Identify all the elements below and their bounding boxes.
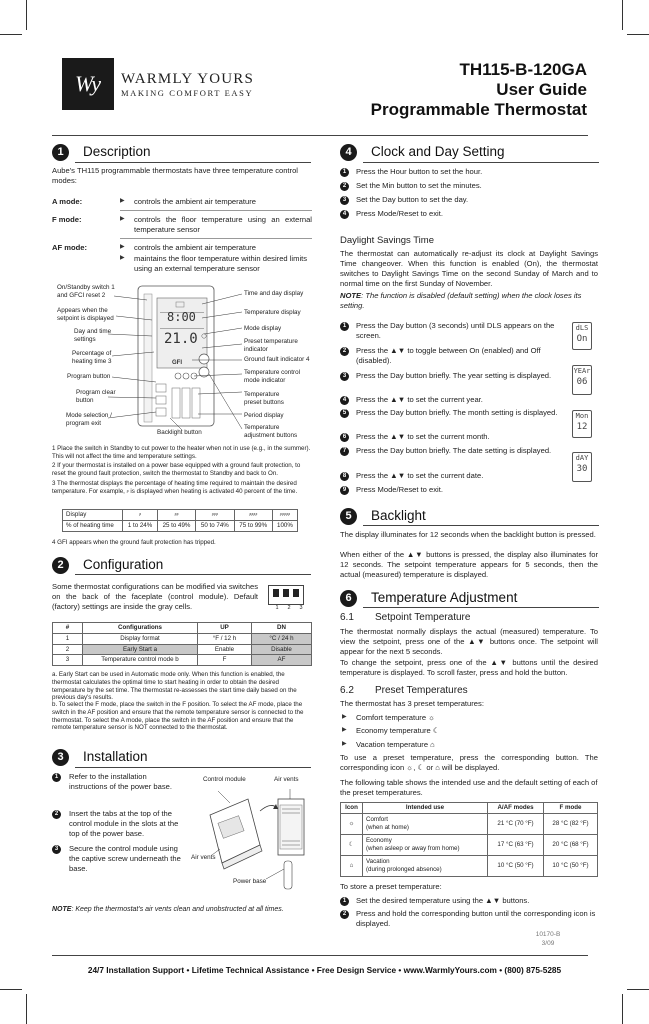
step-number: 9 — [340, 486, 349, 495]
step-number: 3 — [340, 196, 349, 205]
diagram-label: Backlight button — [157, 429, 202, 436]
clock-step: Press Mode/Reset to exit. — [356, 209, 443, 218]
comfort-icon: ☼ — [341, 813, 363, 834]
install-label: Air vents — [191, 854, 216, 861]
install-step: Refer to the installation instructions of the power base. — [69, 772, 172, 791]
step-number: 4 — [340, 396, 349, 405]
section-title: Installation — [83, 749, 148, 764]
install-note — [52, 905, 317, 914]
footnote: 3 The thermostat displays the percentage of heating time required to maintain the desired temperature. For example, ⸗ is displayed when heating is activated 40 percent of the time. — [52, 480, 298, 495]
crop-mark — [0, 34, 22, 35]
diagram-label: Temperature preset buttons — [244, 391, 284, 406]
step-number: 3 — [52, 845, 61, 854]
dst-note — [340, 291, 598, 311]
brand-name: WARMLY YOURS — [121, 71, 255, 87]
table-cell: Display format — [83, 633, 198, 644]
arrow-bullet-icon: ▶ — [120, 198, 125, 204]
backlight-text: The display illuminates for 12 seconds when the backlight button is pressed. — [340, 530, 596, 539]
table-cell-default: Disable — [252, 644, 312, 655]
table-cell: 100% — [272, 520, 297, 531]
section-rule — [363, 525, 599, 526]
table-cell: ⸗⸗ — [157, 510, 195, 521]
table-cell: °F / 12 h — [198, 633, 252, 644]
model-title: TH115-B-120GA — [459, 60, 587, 79]
configuration-intro: Some thermostat configurations can be modified via switches on the back of the faceplate (control module). Default (factory) settings are inside the gray cells. — [52, 582, 258, 611]
section-rule — [75, 162, 311, 163]
table-row — [53, 633, 312, 644]
table-header: Icon — [341, 803, 363, 814]
table-row — [53, 655, 312, 666]
install-step: Insert the tabs at the top of the control module in the slots at the top of the power base. — [69, 809, 179, 838]
thermostat-side-panel — [144, 294, 152, 422]
subsection-number: 6.1 — [340, 612, 354, 623]
table-cell — [363, 834, 488, 855]
dst-text: The thermostat can automatically re-adjust its clock at Daylight Savings Time changeover. When this function is enabled (On), the thermostat switches to Daylight Savings Time on the second Sunday of March and to normal time on the first Sunday of November. — [340, 249, 598, 288]
doc-title: User Guide — [496, 80, 587, 99]
lcd-preview-value: 12 — [576, 422, 588, 432]
lcd-preview-label: dAY — [575, 454, 589, 462]
use-detail: (when at home) — [366, 823, 409, 831]
lcd-preview-value: 30 — [576, 464, 588, 474]
diagram-label: Preset temperature indicator — [244, 338, 298, 353]
section-number: 2 — [52, 557, 69, 574]
section-rule — [75, 767, 311, 768]
mode-item: controls the floor temperature using an external temperature sensor — [134, 215, 312, 234]
mode-item: maintains the floor temperature within desired limits using an external temperature sensor — [134, 254, 308, 273]
table-cell: 75 to 99% — [234, 520, 272, 531]
mode-label: A mode: — [52, 197, 83, 206]
table-cell-default: AF — [252, 655, 312, 666]
table-cell: 2 — [53, 644, 83, 655]
install-label: Power base — [233, 878, 267, 885]
heating-time-table — [62, 509, 298, 532]
switch-label: 3 — [299, 605, 303, 611]
diagram-label: Period display — [244, 412, 284, 419]
crop-mark — [26, 0, 27, 30]
brand-logo — [62, 58, 114, 110]
doc-date: 3/09 — [541, 940, 555, 947]
footer-divider — [52, 955, 588, 956]
section-title: Clock and Day Setting — [371, 144, 505, 159]
section-number: 1 — [52, 144, 69, 161]
section-rule — [363, 162, 599, 163]
subsection-number: 6.2 — [340, 685, 354, 696]
arrow-bullet-icon: ▶ — [120, 244, 125, 250]
arrow-bullet-icon: ▶ — [120, 216, 125, 222]
table-cell: ⸗⸗⸗ — [196, 510, 234, 521]
section-title: Description — [83, 144, 151, 159]
footer-contact: 24/7 Installation Support • Lifetime Technical Assistance • Free Design Service • www.WarmlyYours.com • (800) 875-5285 — [87, 965, 562, 975]
table-row — [341, 834, 598, 855]
table-cell: Enable — [198, 644, 252, 655]
config-note: a. Early Start can be used in Automatic mode only. When this function is enabled, the thermostat calculates the optimal time to start heating in order to obtain the desired temperature by the set time. The thermostat re-assesses the start time daily based on the previous day's results. — [52, 671, 297, 702]
doc-subtitle: Programmable Thermostat — [370, 100, 587, 119]
table-row-label: Display — [63, 510, 123, 521]
crop-mark — [622, 0, 623, 30]
step-number: 1 — [340, 897, 349, 906]
backlight-text: When either of the ▲▼ buttons is pressed, the display also illuminates for 12 seconds. The setpoint temperature appears for 5 seconds, then the actual (measured) temperature is displayed. — [340, 550, 598, 579]
footnote: 2 If your thermostat is installed on a power base equipped with a ground fault protection, to reset the ground fault protection, switch the thermostat to Standby and back to On. — [52, 462, 301, 477]
mode-label: F mode: — [52, 215, 82, 224]
lcd-gfi-readout: GFI — [172, 360, 182, 366]
step-number: 4 — [340, 210, 349, 219]
table-cell-default: °C / 24 h — [252, 633, 312, 644]
step-number: 2 — [340, 910, 349, 919]
preset-item: Vacation temperature ⌂ — [356, 740, 435, 749]
table-cell: 21 °C (70 °F) — [488, 813, 544, 834]
table-cell — [363, 855, 488, 876]
lcd-preview-value: 06 — [576, 377, 588, 387]
table-cell: 1 to 24% — [123, 520, 158, 531]
diagram-label: Appears when the setpoint is displayed — [57, 307, 114, 322]
preset-item: Comfort temperature ☼ — [356, 713, 436, 722]
store-intro: To store a preset temperature: — [340, 882, 442, 891]
diagram-label: Mode display — [244, 325, 282, 332]
clock-step: Set the Min button to set the minutes. — [356, 181, 482, 190]
dst-heading: Daylight Savings Time — [340, 235, 434, 246]
store-step: Set the desired temperature using the ▲▼ buttons. — [356, 896, 530, 905]
use-title: Comfort — [366, 816, 389, 823]
dst-step: Press the ▲▼ to set the current date. — [356, 471, 484, 480]
preset-text: To use a preset temperature, press the corresponding button. The corresponding icon ☼, ☾ or ⌂ will be displayed. — [340, 753, 598, 772]
temp-up-button — [199, 354, 209, 364]
table-row — [53, 644, 312, 655]
diagram-label: Time and day display — [244, 290, 304, 297]
table-cell: 28 °C (82 °F) — [544, 813, 598, 834]
table-header: DN — [252, 623, 312, 634]
table-cell: ⸗⸗⸗⸗⸗ — [272, 510, 297, 521]
lcd-preview-label: dLS — [575, 324, 589, 332]
lcd-preview-label: YEAr — [573, 367, 591, 375]
step-number: 3 — [340, 372, 349, 381]
section-title: Configuration — [83, 557, 164, 572]
section-number: 3 — [52, 749, 69, 766]
step-number: 1 — [52, 773, 61, 782]
table-header: # — [53, 623, 83, 634]
step-number: 2 — [52, 810, 61, 819]
table-cell: 1 — [53, 633, 83, 644]
diagram-label: Ground fault indicator 4 — [244, 356, 310, 363]
diagram-label: Program clear button — [76, 389, 116, 404]
brand-tagline: MAKING COMFORT EASY — [121, 88, 254, 98]
installation-diagram — [190, 785, 314, 905]
table-cell: 3 — [53, 655, 83, 666]
arrow-bullet-icon: ▶ — [120, 255, 125, 261]
install-step: Secure the control module using the captive screw underneath the base. — [69, 844, 181, 873]
arrow-bullet-icon: ▶ — [342, 741, 347, 747]
section-rule — [363, 607, 599, 608]
mode-label: AF mode: — [52, 243, 88, 252]
preset-intro: The thermostat has 3 preset temperatures: — [340, 699, 484, 708]
doc-code: 10170-B — [535, 931, 561, 938]
dst-step: Press the ▲▼ to toggle between On (enabled) and Off (disabled). — [356, 346, 541, 365]
arrow-bullet-icon: ▶ — [342, 727, 347, 733]
section-title: Backlight — [371, 508, 426, 523]
table-cell: 50 to 74% — [196, 520, 234, 531]
section-number: 5 — [340, 508, 357, 525]
section-number: 6 — [340, 590, 357, 607]
preset-text: The following table shows the intended use and the default setting of each of the preset temperatures. — [340, 778, 598, 797]
switch-label: 1 — [275, 605, 279, 611]
preset-item: Economy temperature ☾ — [356, 726, 440, 735]
preset-table — [340, 802, 598, 877]
table-header: F mode — [544, 803, 598, 814]
lcd-preview — [572, 322, 592, 350]
dst-step: Press Mode/Reset to exit. — [356, 485, 443, 494]
dip-switch-icon — [268, 585, 304, 605]
step-number: 6 — [340, 433, 349, 442]
configuration-table — [52, 622, 312, 666]
table-cell: 10 °C (50 °F) — [544, 855, 598, 876]
table-cell: 10 °C (50 °F) — [488, 855, 544, 876]
diagram-label: Temperature adjustment buttons — [244, 424, 298, 439]
clock-step: Press the Hour button to set the hour. — [356, 167, 483, 176]
dst-step: Press the Day button briefly. The date setting is displayed. — [356, 446, 552, 455]
subsection-title: Setpoint Temperature — [375, 612, 471, 623]
dst-step: Press the ▲▼ to set the current year. — [356, 395, 483, 404]
table-cell: ⸗ — [123, 510, 158, 521]
diagram-label: Temperature control mode indicator — [244, 369, 300, 384]
table-cell: 20 °C (68 °F) — [544, 834, 598, 855]
table-header: Intended use — [363, 803, 488, 814]
arrow-bullet-icon: ▶ — [342, 714, 347, 720]
header-divider — [52, 135, 588, 136]
table-cell: 17 °C (63 °F) — [488, 834, 544, 855]
dst-step: Press the Day button briefly. The year setting is displayed. — [356, 371, 552, 380]
dip-switch-labels — [271, 605, 307, 612]
table-row — [341, 813, 598, 834]
lcd-time-readout: 8:00 — [167, 310, 196, 324]
table-header: UP — [198, 623, 252, 634]
setpoint-text: The thermostat normally displays the actual (measured) temperature. To view the setpoint, press one of the ▲▼ buttons once. The setpoint will appear for the next 5 seconds. — [340, 627, 598, 656]
subsection-title: Preset Temperatures — [375, 685, 468, 696]
table-header: Configurations — [83, 623, 198, 634]
dst-step: Press the Day button (3 seconds) until DLS appears on the screen. — [356, 321, 555, 340]
table-row-label: % of heating time — [63, 520, 123, 531]
footnote: 4 GFI appears when the ground fault protection has tripped. — [52, 539, 216, 546]
description-intro: Aube's TH115 programmable thermostats have three temperature control modes: — [52, 166, 298, 185]
diagram-label: Temperature display — [244, 309, 301, 316]
use-detail: (when asleep or away from home) — [366, 844, 460, 852]
lcd-temp-readout: 21.0 — [164, 331, 198, 347]
mode-item: controls the ambient air temperature — [134, 197, 256, 206]
store-step: Press and hold the corresponding button until the corresponding icon is displayed. — [356, 909, 596, 928]
diagram-label: Percentage of heating time 3 — [72, 350, 112, 365]
lcd-preview — [572, 410, 592, 438]
crop-mark — [627, 989, 649, 990]
dst-step: Press the ▲▼ to set the current month. — [356, 432, 490, 441]
diagram-label: On/Standby switch 1 and GFCI reset 2 — [57, 284, 115, 299]
crop-mark — [627, 34, 649, 35]
table-cell — [363, 813, 488, 834]
logo-mark: Wy — [74, 71, 102, 97]
switch-label: 2 — [287, 605, 291, 611]
table-header: A/AF modes — [488, 803, 544, 814]
table-cell: F — [198, 655, 252, 666]
step-number: 7 — [340, 447, 349, 456]
note-label: NOTE — [340, 291, 362, 300]
crop-mark — [26, 994, 27, 1024]
lcd-preview-label: Mon — [575, 412, 589, 420]
config-note: b. To select the F mode, place the switch in the F position. To select the AF mode, place the switch in the AF position and ensure that the remote temperature sensor is connected to the thermostat. To select the A mode, place the switch in the AF position and ensure that the remote temperature sensor is NOT connected to the thermostat. — [52, 701, 304, 732]
table-cell: Early Start a — [83, 644, 198, 655]
step-number: 1 — [340, 168, 349, 177]
table-cell: ⸗⸗⸗⸗ — [234, 510, 272, 521]
use-title: Vacation — [366, 858, 390, 865]
section-title: Temperature Adjustment — [371, 590, 518, 605]
install-label: Control module — [203, 776, 246, 783]
note-text: : Keep the thermostat's air vents clean and unobstructed at all times. — [71, 906, 284, 913]
note-text: : The function is disabled (default setting) when the clock loses its setting. — [340, 291, 582, 310]
step-number: 5 — [340, 409, 349, 418]
vacation-icon: ⌂ — [341, 855, 363, 876]
economy-icon: ☾ — [341, 834, 363, 855]
install-label: Air vents — [274, 776, 299, 783]
diagram-label: Mode selection / program exit — [66, 412, 112, 427]
step-number: 1 — [340, 322, 349, 331]
diagram-label: Program button — [67, 373, 111, 380]
dst-step: Press the Day button briefly. The month setting is displayed. — [356, 408, 558, 417]
lcd-preview — [572, 365, 592, 395]
setpoint-text: To change the setpoint, press one of the ▲▼ buttons until the desired temperature is displayed. To scroll faster, press and hold the button. — [340, 658, 598, 677]
section-rule — [75, 574, 311, 575]
section-number: 4 — [340, 144, 357, 161]
mode-item: controls the ambient air temperature — [134, 243, 256, 252]
step-number: 2 — [340, 182, 349, 191]
note-label: NOTE — [52, 906, 72, 913]
table-row — [341, 855, 598, 876]
use-detail: (during prolonged absence) — [366, 865, 442, 873]
diagram-label: Day and time settings — [74, 328, 112, 343]
step-number: 2 — [340, 347, 349, 356]
crop-mark — [622, 994, 623, 1024]
table-cell: Temperature control mode b — [83, 655, 198, 666]
step-number: 8 — [340, 472, 349, 481]
clock-step: Set the Day button to set the day. — [356, 195, 469, 204]
mode-rule — [120, 238, 312, 239]
table-cell: 25 to 49% — [157, 520, 195, 531]
mode-rule — [120, 210, 312, 211]
use-title: Economy — [366, 837, 392, 844]
crop-mark — [0, 989, 22, 990]
lcd-preview — [572, 452, 592, 482]
footnote: 1 Place the switch in Standby to cut power to the heater when not in use (e.g., in the summer). This will not affect the time and temperature settings. — [52, 445, 311, 460]
lcd-preview-value: On — [576, 334, 588, 344]
